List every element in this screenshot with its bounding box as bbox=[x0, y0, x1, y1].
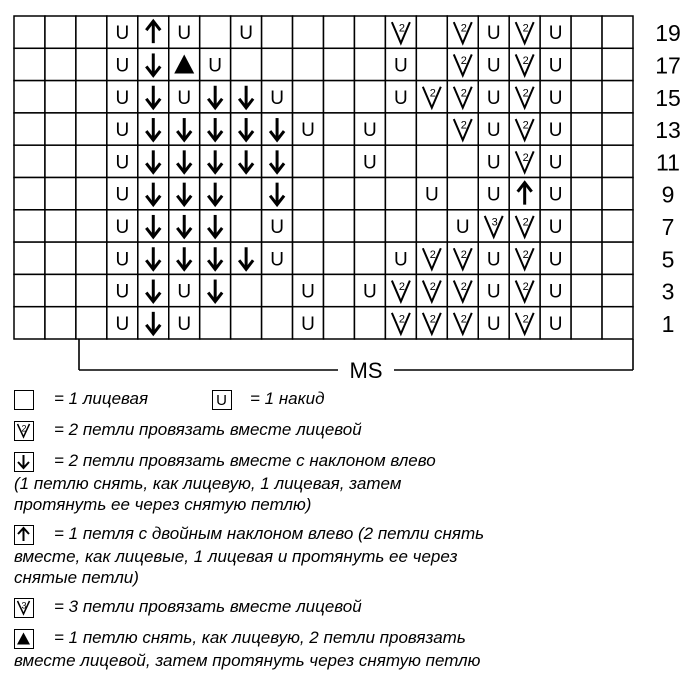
legend-knit bbox=[14, 388, 694, 411]
grid-cell bbox=[571, 145, 602, 177]
yarn-over-symbol bbox=[549, 120, 563, 141]
yarn-over-symbol bbox=[115, 88, 129, 109]
grid-cell bbox=[45, 242, 76, 274]
yarn-over-glyph: U bbox=[548, 55, 563, 77]
yarn-over-symbol bbox=[394, 55, 408, 76]
grid-cell bbox=[571, 48, 602, 80]
yarn-over-glyph: U bbox=[424, 184, 439, 206]
grid-cell bbox=[293, 210, 324, 242]
knit-symbol bbox=[14, 390, 34, 410]
k2tog-digit: 2 bbox=[429, 313, 436, 326]
grid-cell bbox=[14, 274, 45, 306]
grid-cell bbox=[14, 178, 45, 210]
grid-cell bbox=[14, 145, 45, 177]
grid-cell bbox=[354, 242, 385, 274]
grid-cell bbox=[602, 178, 633, 210]
grid-cell bbox=[76, 48, 107, 80]
k2tog-digit: 2 bbox=[522, 87, 529, 100]
grid-cell bbox=[324, 48, 355, 80]
row-label: 9 bbox=[661, 181, 675, 208]
yarn-over-symbol bbox=[301, 120, 315, 141]
yarn-over-symbol bbox=[487, 152, 501, 173]
k2tog-digit: 2 bbox=[522, 216, 529, 229]
yarn-over-symbol bbox=[177, 23, 191, 44]
yarn-over-glyph: U bbox=[115, 87, 130, 109]
grid-cell bbox=[293, 48, 324, 80]
k3tog-digit: 3 bbox=[491, 216, 498, 229]
yarn-over-glyph: U bbox=[115, 55, 130, 77]
grid-cell bbox=[14, 48, 45, 80]
yarn-over-symbol bbox=[212, 390, 232, 410]
grid-cell bbox=[324, 274, 355, 306]
yarn-over-symbol bbox=[487, 120, 501, 141]
grid-cell bbox=[416, 16, 447, 48]
grid-cell bbox=[416, 145, 447, 177]
legend-knit-text: = 1 лицевая bbox=[54, 389, 149, 408]
row-label: 11 bbox=[656, 149, 680, 176]
yarn-over-symbol bbox=[487, 314, 501, 335]
yarn-over-glyph: U bbox=[177, 281, 192, 303]
grid-cell bbox=[324, 242, 355, 274]
k2tog-digit: 2 bbox=[460, 313, 467, 326]
repeat-label: MS bbox=[349, 358, 383, 383]
yarn-over-symbol bbox=[301, 314, 315, 335]
grid-cell bbox=[262, 16, 293, 48]
k3tog-digit: 3 bbox=[21, 600, 27, 611]
grid-cell bbox=[293, 145, 324, 177]
yarn-over-symbol bbox=[394, 249, 408, 270]
grid-cell bbox=[416, 48, 447, 80]
row-label: 7 bbox=[661, 213, 675, 240]
yarn-over-glyph: U bbox=[363, 152, 377, 174]
grid-cell bbox=[262, 48, 293, 80]
legend-triangle bbox=[14, 627, 694, 650]
yarn-over-glyph: U bbox=[548, 216, 563, 238]
yarn-over-glyph: U bbox=[115, 23, 130, 45]
row-label: 17 bbox=[655, 52, 681, 79]
yarn-over-glyph: U bbox=[301, 281, 315, 303]
k2tog-digit: 2 bbox=[460, 248, 467, 261]
yarn-over-symbol bbox=[208, 55, 222, 76]
grid-cell bbox=[571, 307, 602, 339]
grid-cell bbox=[293, 242, 324, 274]
grid-cell bbox=[354, 210, 385, 242]
yarn-over-glyph: U bbox=[486, 249, 501, 271]
yarn-over-glyph: U bbox=[270, 216, 284, 238]
yarn-over-symbol bbox=[456, 217, 470, 238]
grid-cell bbox=[14, 16, 45, 48]
grid-cell bbox=[602, 242, 633, 274]
grid-cell bbox=[45, 307, 76, 339]
grid-cell bbox=[324, 307, 355, 339]
k2tog-digit: 2 bbox=[522, 151, 529, 164]
yarn-over-glyph: U bbox=[115, 152, 130, 174]
k2tog-digit: 2 bbox=[398, 281, 405, 294]
yarn-over-symbol bbox=[115, 152, 129, 173]
grid-cell bbox=[76, 178, 107, 210]
yarn-over-symbol bbox=[177, 88, 191, 109]
grid-cell bbox=[45, 145, 76, 177]
yarn-over-symbol bbox=[270, 217, 284, 238]
grid-cell bbox=[571, 242, 602, 274]
legend-ddec-line3: снятые петли) bbox=[14, 568, 139, 587]
yarn-over-glyph: U bbox=[301, 120, 315, 142]
k2tog-digit: 2 bbox=[460, 119, 467, 132]
k2tog-symbol bbox=[14, 421, 34, 441]
grid-cell bbox=[76, 242, 107, 274]
yarn-over-glyph: U bbox=[455, 216, 470, 238]
k2tog-digit: 2 bbox=[429, 87, 436, 100]
yarn-over-glyph: U bbox=[270, 87, 284, 109]
k2tog-digit: 2 bbox=[460, 54, 467, 67]
yarn-over-glyph: U bbox=[548, 152, 563, 174]
legend-ddec bbox=[14, 523, 694, 546]
yarn-over-symbol bbox=[549, 185, 563, 206]
row-label: 1 bbox=[661, 310, 675, 337]
legend-ddec-line2: вместе, как лицевые, 1 лицевая и протянуть ее через bbox=[14, 547, 458, 566]
grid-cell bbox=[76, 274, 107, 306]
yarn-over-symbol bbox=[549, 152, 563, 173]
k2tog-digit: 2 bbox=[21, 423, 27, 434]
yarn-over-glyph: U bbox=[270, 249, 284, 271]
yarn-over-symbol bbox=[115, 314, 129, 335]
yarn-over-glyph: U bbox=[486, 184, 501, 206]
k2tog-digit: 2 bbox=[522, 54, 529, 67]
yarn-over-symbol bbox=[239, 23, 253, 44]
yarn-over-symbol bbox=[115, 120, 129, 141]
yarn-over-symbol bbox=[487, 249, 501, 270]
legend-ssk-line2: (1 петлю снять, как лицевую, 1 лицевая, затем bbox=[14, 474, 402, 493]
yarn-over-glyph: U bbox=[486, 120, 501, 142]
legend-k3tog-text: = 3 петли провязать вместе лицевой bbox=[54, 597, 362, 616]
yarn-over-glyph: U bbox=[115, 120, 130, 142]
grid-cell bbox=[385, 145, 416, 177]
repeat-bracket bbox=[79, 339, 633, 383]
grid-cell bbox=[354, 81, 385, 113]
grid-cell bbox=[416, 210, 447, 242]
yarn-over-symbol bbox=[270, 249, 284, 270]
grid-cell bbox=[200, 307, 231, 339]
k2tog-digit: 2 bbox=[398, 22, 405, 35]
grid-cell bbox=[293, 16, 324, 48]
yarn-over-glyph: U bbox=[486, 87, 501, 109]
yarn-over-glyph: U bbox=[394, 87, 408, 109]
grid-cell bbox=[45, 178, 76, 210]
yarn-over-symbol bbox=[115, 282, 129, 303]
yarn-over-glyph: U bbox=[115, 313, 130, 335]
yarn-over-symbol bbox=[115, 23, 129, 44]
grid-cell bbox=[354, 178, 385, 210]
grid-cell bbox=[324, 145, 355, 177]
yarn-over-symbol bbox=[487, 185, 501, 206]
grid-cell bbox=[324, 113, 355, 145]
grid-cell bbox=[324, 210, 355, 242]
yarn-over-glyph: U bbox=[115, 184, 130, 206]
yarn-over-symbol bbox=[301, 282, 315, 303]
grid-cell bbox=[293, 178, 324, 210]
k2tog-digit: 2 bbox=[460, 87, 467, 100]
k2tog-digit: 2 bbox=[460, 281, 467, 294]
yarn-over-glyph: U bbox=[548, 281, 563, 303]
grid-cell bbox=[324, 178, 355, 210]
yarn-over-glyph: U bbox=[177, 87, 192, 109]
grid-cell bbox=[14, 210, 45, 242]
grid-cell bbox=[76, 307, 107, 339]
yarn-over-symbol bbox=[115, 217, 129, 238]
grid-cell bbox=[447, 178, 478, 210]
yarn-over-glyph: U bbox=[115, 216, 130, 238]
grid-cell bbox=[231, 48, 262, 80]
yarn-over-glyph: U bbox=[394, 249, 408, 271]
grid-cell bbox=[293, 81, 324, 113]
grid-cell bbox=[45, 274, 76, 306]
yarn-over-symbol bbox=[425, 185, 439, 206]
k2tog-digit: 2 bbox=[522, 119, 529, 132]
row-label: 19 bbox=[655, 20, 681, 47]
yarn-over-glyph: U bbox=[486, 152, 501, 174]
grid-cell bbox=[571, 210, 602, 242]
yarn-over-symbol bbox=[394, 88, 408, 109]
yarn-over-glyph: U bbox=[363, 120, 377, 142]
yarn-over-glyph: U bbox=[548, 87, 563, 109]
yarn-over-symbol bbox=[549, 314, 563, 335]
yarn-over-symbol bbox=[363, 282, 377, 303]
legend-ssk-line3: протянуть ее через снятую петлю) bbox=[14, 495, 312, 514]
yarn-over-glyph: U bbox=[548, 23, 563, 45]
yarn-over-glyph: U bbox=[486, 55, 501, 77]
k2tog-digit: 2 bbox=[522, 313, 529, 326]
row-label: 15 bbox=[655, 84, 681, 111]
yarn-over-glyph: U bbox=[115, 281, 130, 303]
grid-cell bbox=[354, 307, 385, 339]
grid-cell bbox=[45, 81, 76, 113]
grid-cell bbox=[324, 16, 355, 48]
grid-cell bbox=[602, 113, 633, 145]
double-decrease-arrow-icon bbox=[14, 525, 34, 545]
yarn-over-glyph: U bbox=[363, 281, 377, 303]
yarn-over-glyph: U bbox=[486, 313, 501, 335]
triangle-icon bbox=[14, 629, 34, 649]
yarn-over-glyph: U bbox=[301, 313, 315, 335]
yarn-over-symbol bbox=[487, 23, 501, 44]
k2tog-digit: 2 bbox=[429, 248, 436, 261]
yarn-over-symbol bbox=[549, 282, 563, 303]
grid-cell bbox=[385, 113, 416, 145]
grid-cell bbox=[14, 81, 45, 113]
legend-k2tog bbox=[14, 419, 694, 442]
yarn-over-symbol bbox=[549, 23, 563, 44]
legend-k2tog-text: = 2 петли провязать вместе лицевой bbox=[54, 420, 362, 439]
grid-cell bbox=[602, 274, 633, 306]
yarn-over-symbol bbox=[363, 120, 377, 141]
grid-cell bbox=[571, 178, 602, 210]
yarn-over-glyph: U bbox=[216, 392, 227, 408]
grid-cell bbox=[45, 210, 76, 242]
grid-cell bbox=[76, 145, 107, 177]
grid-cell bbox=[76, 113, 107, 145]
grid-cell bbox=[354, 48, 385, 80]
k2tog-digit: 2 bbox=[522, 248, 529, 261]
grid-cell bbox=[602, 210, 633, 242]
legend-k3tog bbox=[14, 596, 694, 619]
yarn-over-symbol bbox=[177, 314, 191, 335]
legend-ddec-text: = 1 петля с двойным наклоном влево (2 петли снять bbox=[54, 524, 485, 543]
legend-yo-text: = 1 накид bbox=[250, 389, 325, 408]
k3tog-symbol bbox=[14, 598, 34, 618]
k2tog-digit: 2 bbox=[522, 22, 529, 35]
k2tog-digit: 2 bbox=[460, 22, 467, 35]
grid-cell bbox=[262, 274, 293, 306]
yarn-over-symbol bbox=[487, 282, 501, 303]
yarn-over-glyph: U bbox=[486, 23, 501, 45]
yarn-over-symbol bbox=[549, 88, 563, 109]
grid-cell bbox=[45, 16, 76, 48]
legend-ssk-text: = 2 петли провязать вместе с наклоном влево bbox=[54, 451, 436, 470]
legend-triangle-text: = 1 петлю снять, как лицевую, 2 петли провязать bbox=[54, 628, 466, 647]
grid-cell bbox=[231, 274, 262, 306]
k2tog-digit: 2 bbox=[522, 281, 529, 294]
yarn-over-symbol bbox=[177, 282, 191, 303]
yarn-over-glyph: U bbox=[115, 249, 130, 271]
grid-cell bbox=[231, 307, 262, 339]
grid-cell bbox=[45, 113, 76, 145]
row-label: 13 bbox=[655, 117, 681, 144]
yarn-over-symbol bbox=[363, 152, 377, 173]
grid-cell bbox=[231, 178, 262, 210]
grid-cell bbox=[200, 16, 231, 48]
grid-cell bbox=[602, 16, 633, 48]
grid-cell bbox=[602, 307, 633, 339]
grid-cell bbox=[262, 307, 293, 339]
yarn-over-glyph: U bbox=[177, 23, 192, 45]
grid-cell bbox=[385, 210, 416, 242]
ssk-arrow-icon bbox=[14, 452, 34, 472]
yarn-over-symbol bbox=[487, 55, 501, 76]
grid-cell bbox=[416, 113, 447, 145]
grid-cell bbox=[602, 81, 633, 113]
grid-cell bbox=[45, 48, 76, 80]
yarn-over-glyph: U bbox=[548, 313, 563, 335]
yarn-over-symbol bbox=[115, 249, 129, 270]
k2tog-digit: 2 bbox=[398, 313, 405, 326]
grid-cell bbox=[447, 145, 478, 177]
yarn-over-symbol bbox=[549, 217, 563, 238]
grid-cell bbox=[14, 113, 45, 145]
grid-cell bbox=[76, 81, 107, 113]
yarn-over-symbol bbox=[487, 88, 501, 109]
yarn-over-glyph: U bbox=[239, 23, 253, 45]
yarn-over-symbol bbox=[115, 185, 129, 206]
legend-ssk bbox=[14, 450, 694, 473]
yarn-over-glyph: U bbox=[486, 281, 501, 303]
yarn-over-symbol bbox=[270, 88, 284, 109]
grid-cell bbox=[76, 210, 107, 242]
grid-cell bbox=[324, 81, 355, 113]
grid-cell bbox=[14, 307, 45, 339]
yarn-over-glyph: U bbox=[394, 55, 408, 77]
grid-cell bbox=[354, 16, 385, 48]
grid-cell bbox=[602, 48, 633, 80]
legend-triangle-line2: вместе лицевой, затем протянуть через снятую петлю bbox=[14, 651, 481, 670]
yarn-over-glyph: U bbox=[548, 120, 563, 142]
grid-cell bbox=[231, 210, 262, 242]
row-label: 3 bbox=[661, 278, 675, 305]
grid-cell bbox=[385, 178, 416, 210]
yarn-over-glyph: U bbox=[548, 184, 563, 206]
yarn-over-glyph: U bbox=[177, 313, 192, 335]
grid-cell bbox=[76, 16, 107, 48]
grid-cell bbox=[14, 242, 45, 274]
yarn-over-symbol bbox=[549, 55, 563, 76]
yarn-over-glyph: U bbox=[548, 249, 563, 271]
yarn-over-symbol bbox=[549, 249, 563, 270]
k2tog-digit: 2 bbox=[429, 281, 436, 294]
legend bbox=[14, 388, 694, 671]
yarn-over-symbol bbox=[115, 55, 129, 76]
yarn-over-glyph: U bbox=[208, 55, 223, 77]
grid-cell bbox=[602, 145, 633, 177]
row-label: 5 bbox=[661, 246, 675, 273]
grid-cell bbox=[571, 81, 602, 113]
grid-cell bbox=[571, 16, 602, 48]
grid-cell bbox=[571, 113, 602, 145]
grid-cell bbox=[571, 274, 602, 306]
